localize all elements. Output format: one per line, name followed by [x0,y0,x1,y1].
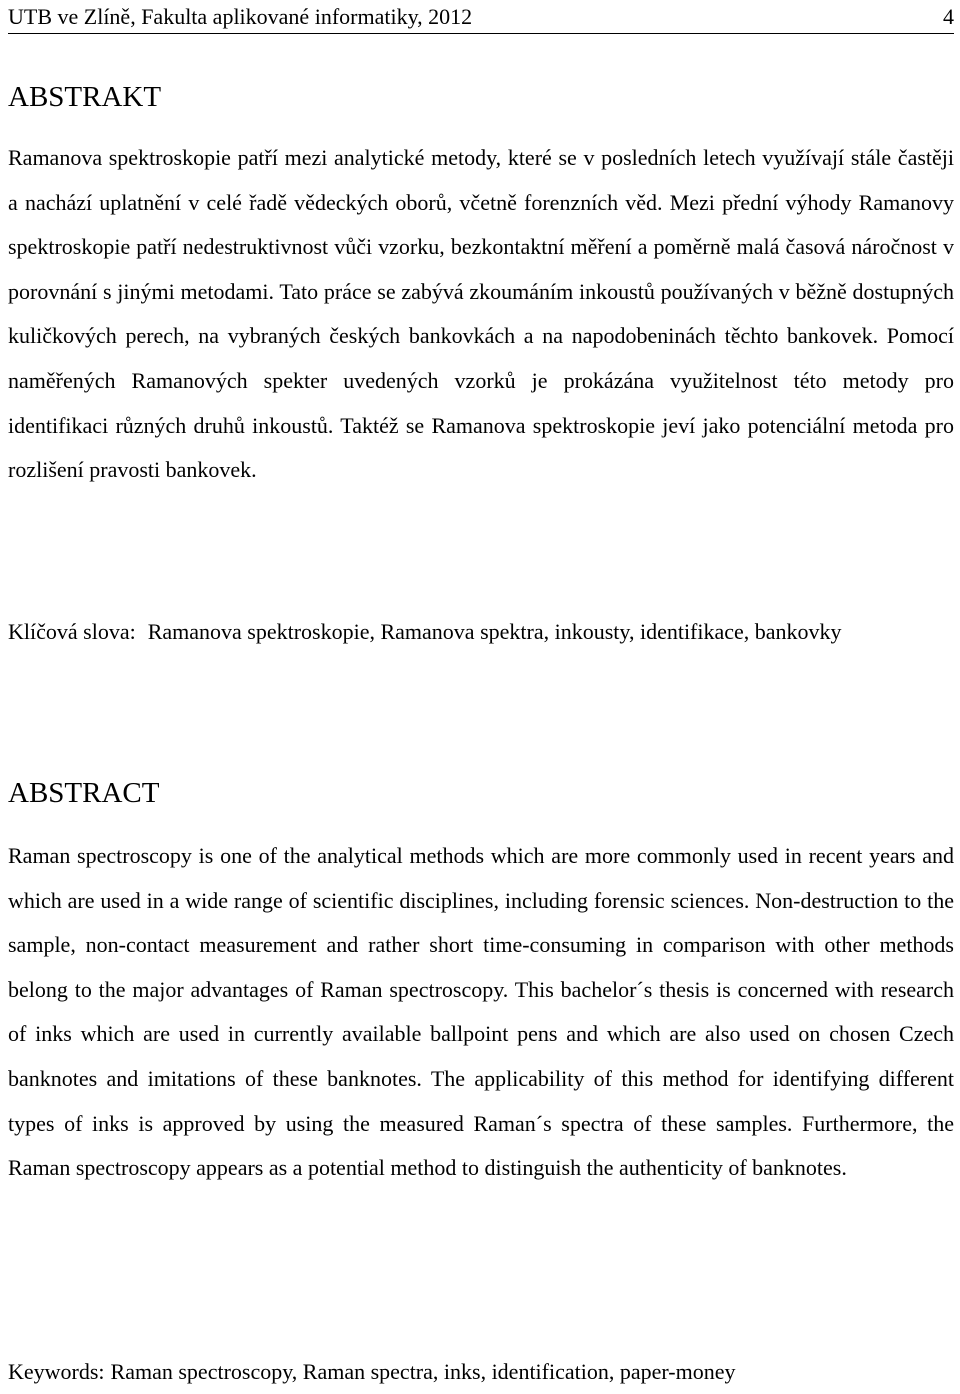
klicova-slova-label: Klíčová slova: [8,619,136,644]
page-number: 4 [943,4,954,29]
keywords [8,1350,954,1394]
abstract-heading: ABSTRACT [8,777,160,809]
keywords-value: Raman spectroscopy, Raman spectra, inks, identification, paper-money [110,1359,736,1384]
klicova-slova-value: Ramanova spektroskopie, Ramanova spektra, inkousty, identifikace, bankovky [147,619,842,644]
klicova-slova [8,610,954,654]
abstrakt-heading: ABSTRAKT [8,81,162,113]
keywords-label: Keywords: [8,1359,105,1384]
document-page [8,0,954,1390]
header-title: UTB ve Zlíně, Fakulta aplikované informatiky, 2012 [8,4,473,29]
abstrakt-paragraph: Ramanova spektroskopie patří mezi analytické metody, které se v posledních letech využívají stále častěji a nachází uplatnění v celé řadě vědeckých oborů, včetně forenzních věd. Mezi přední výhody Ramanovy spektroskopie patří nedestruktivnost vůči vzorku, bezkontaktní měření a poměrně malá časová náročnost v porovnání s jinými metodami. Tato práce se zabývá zkoumáním inkoustů používaných v běžně dostupných kuličkových perech, na vybraných českých bankovkách a na napodobeninách těchto bankovek. Pomocí naměřených Ramanových spekter uvedených vzorků je prokázána využitelnost této metody pro identifikaci různých druhů inkoustů. Taktéž se Ramanova spektroskopie jeví jako potenciální metoda pro rozlišení pravosti bankovek. [8,145,954,483]
running-header [8,4,954,34]
abstract-paragraph: Raman spectroscopy is one of the analytical methods which are more commonly used in recent years and which are used in a wide range of scientific disciplines, including forensic sciences. Non-destruction to the sample, non-contact measurement and rather short time-consuming in comparison with other methods belong to the major advantages of Raman spectroscopy. This bachelor´s thesis is concerned with research of inks which are used in currently available ballpoint pens and which are also used on chosen Czech banknotes and imitations of these banknotes. The applicability of this method for identifying different types of inks is approved by using the measured Raman´s spectra of these samples. Furthermore, the Raman spectroscopy appears as a potential method to distinguish the authenticity of banknotes. [8,843,954,1181]
